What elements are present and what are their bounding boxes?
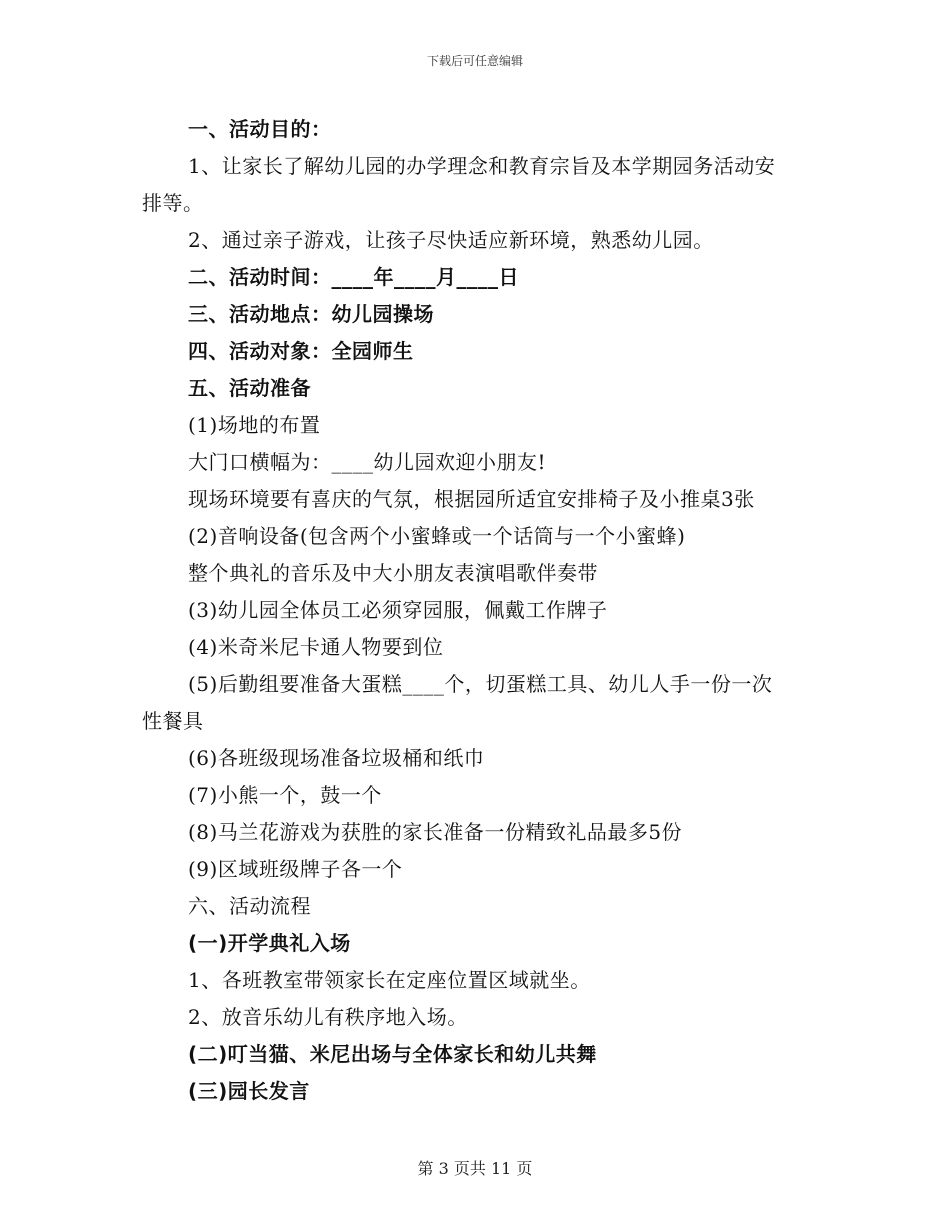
list-item: (2)音响设备(包含两个小蜜蜂或一个话筒与一个小蜜蜂) bbox=[188, 524, 686, 548]
subsection-heading: (二)叮当猫、米尼出场与全体家长和幼儿共舞 bbox=[188, 1042, 597, 1066]
section-heading-time: 二、活动时间：____年____月____日 bbox=[188, 265, 519, 289]
paragraph-line-continuation: 性餐具 bbox=[142, 709, 204, 733]
section-heading-location: 三、活动地点：幼儿园操场 bbox=[188, 302, 434, 326]
list-item: (3)幼儿园全体员工必须穿园服，佩戴工作牌子 bbox=[188, 598, 608, 622]
paragraph-line: 2、放音乐幼儿有秩序地入场。 bbox=[188, 1005, 468, 1029]
subsection-heading: (一)开学典礼入场 bbox=[188, 931, 351, 955]
section-heading-process: 六、活动流程 bbox=[188, 894, 311, 918]
paragraph-line: 大门口横幅为：____幼儿园欢迎小朋友! bbox=[188, 450, 547, 474]
paragraph-line: 1、让家长了解幼儿园的办学理念和教育宗旨及本学期园务活动安 bbox=[188, 154, 776, 178]
page-header: 下载后可任意编辑 bbox=[426, 54, 523, 68]
page-number-footer: 第 3 页共 11 页 bbox=[417, 1159, 533, 1178]
paragraph-line: 整个典礼的音乐及中大小朋友表演唱歌伴奏带 bbox=[188, 561, 598, 585]
section-heading-preparation: 五、活动准备 bbox=[188, 376, 311, 400]
paragraph-line: 现场环境要有喜庆的气氛，根据园所适宜安排椅子及小推桌3张 bbox=[188, 487, 755, 511]
list-item: (7)小熊一个，鼓一个 bbox=[188, 783, 382, 807]
section-heading-audience: 四、活动对象：全园师生 bbox=[188, 339, 414, 363]
list-item: (4)米奇米尼卡通人物要到位 bbox=[188, 635, 444, 659]
paragraph-line: 2、通过亲子游戏，让孩子尽快适应新环境，熟悉幼儿园。 bbox=[188, 228, 714, 252]
list-item: (6)各班级现场准备垃圾桶和纸巾 bbox=[188, 746, 485, 770]
list-item: (1)场地的布置 bbox=[188, 413, 321, 437]
list-item: (9)区域班级牌子各一个 bbox=[188, 857, 403, 881]
paragraph-line: 1、各班教室带领家长在定座位置区域就坐。 bbox=[188, 968, 591, 992]
subsection-heading: (三)园长发言 bbox=[188, 1079, 310, 1103]
section-heading-purpose: 一、活动目的： bbox=[188, 117, 332, 141]
paragraph-line-continuation: 排等。 bbox=[142, 191, 204, 215]
list-item: (8)马兰花游戏为获胜的家长准备一份精致礼品最多5份 bbox=[188, 820, 683, 844]
list-item: (5)后勤组要准备大蛋糕____个，切蛋糕工具、幼儿人手一份一次 bbox=[188, 672, 773, 696]
document-body bbox=[142, 111, 812, 1110]
